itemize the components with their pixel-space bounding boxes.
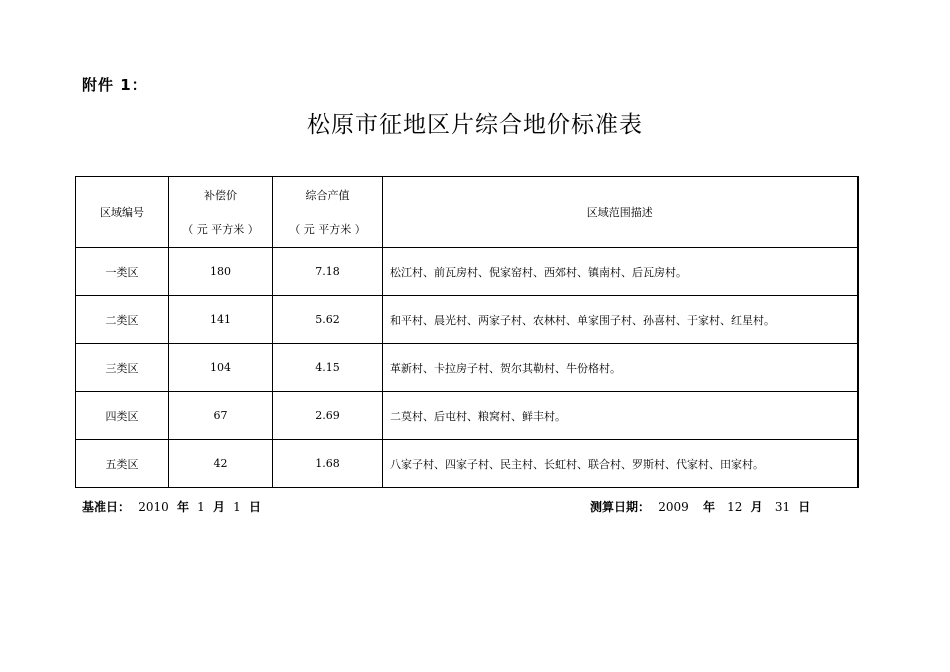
header-comp-value <box>273 177 383 248</box>
value-cell: 4.15 <box>273 344 383 392</box>
price-cell: 42 <box>169 440 273 488</box>
base-day: 1 <box>233 500 241 514</box>
measure-date <box>590 498 814 515</box>
attachment-label: 附件 1： <box>82 76 148 94</box>
header-zone-no: 区域编号 <box>76 177 169 248</box>
header-description: 区域范围描述 <box>383 177 858 248</box>
measure-day: 31 <box>774 500 791 514</box>
header-comp-value-label: 综合产值 <box>305 189 350 202</box>
zone-cell: 四类区 <box>76 392 169 440</box>
header-comp-value-unit: （ 元 平方米 ） <box>289 223 366 236</box>
header-comp-price <box>169 177 273 248</box>
table-header-row <box>76 177 858 248</box>
measure-date-label: 测算日期： <box>590 500 651 514</box>
header-comp-price-label: 补偿价 <box>204 189 237 202</box>
value-cell: 2.69 <box>273 392 383 440</box>
table-row <box>76 392 858 440</box>
description-cell: 和平村、晨光村、两家子村、农林村、单家围子村、孙喜村、于家村、红星村。 <box>383 296 858 344</box>
land-price-table <box>75 176 859 488</box>
description-cell: 二莫村、后屯村、粮窝村、鲜丰村。 <box>383 392 858 440</box>
measure-month: 12 <box>727 500 743 514</box>
value-cell: 5.62 <box>273 296 383 344</box>
description-cell: 革新村、卡拉房子村、贺尔其勒村、牛份格村。 <box>383 344 858 392</box>
day-char: 日 <box>798 500 811 514</box>
year-char: 年 <box>176 500 189 514</box>
price-cell: 67 <box>169 392 273 440</box>
zone-cell: 三类区 <box>76 344 169 392</box>
month-char: 月 <box>750 500 763 514</box>
base-year: 2010 <box>138 500 169 514</box>
table-row <box>76 296 858 344</box>
price-cell: 180 <box>169 248 273 296</box>
table-row <box>76 248 858 296</box>
value-cell: 1.68 <box>273 440 383 488</box>
day-char: 日 <box>249 500 262 514</box>
price-cell: 104 <box>169 344 273 392</box>
year-char: 年 <box>702 500 715 514</box>
base-date-label: 基准日： <box>82 500 131 514</box>
table-row <box>76 440 858 488</box>
description-cell: 八家子村、四家子村、民主村、长虹村、联合村、罗斯村、代家村、田家村。 <box>383 440 858 488</box>
zone-cell: 二类区 <box>76 296 169 344</box>
price-cell: 141 <box>169 296 273 344</box>
month-char: 月 <box>212 500 225 514</box>
header-comp-price-unit: （ 元 平方米 ） <box>182 223 259 236</box>
description-cell: 松江村、前瓦房村、倪家窑村、西郊村、镇南村、后瓦房村。 <box>383 248 858 296</box>
value-cell: 7.18 <box>273 248 383 296</box>
measure-year: 2009 <box>658 500 689 514</box>
zone-cell: 五类区 <box>76 440 169 488</box>
base-date <box>82 498 265 515</box>
base-month: 1 <box>197 500 205 514</box>
zone-cell: 一类区 <box>76 248 169 296</box>
table-row <box>76 344 858 392</box>
page-title: 松原市征地区片综合地价标准表 <box>307 112 643 138</box>
